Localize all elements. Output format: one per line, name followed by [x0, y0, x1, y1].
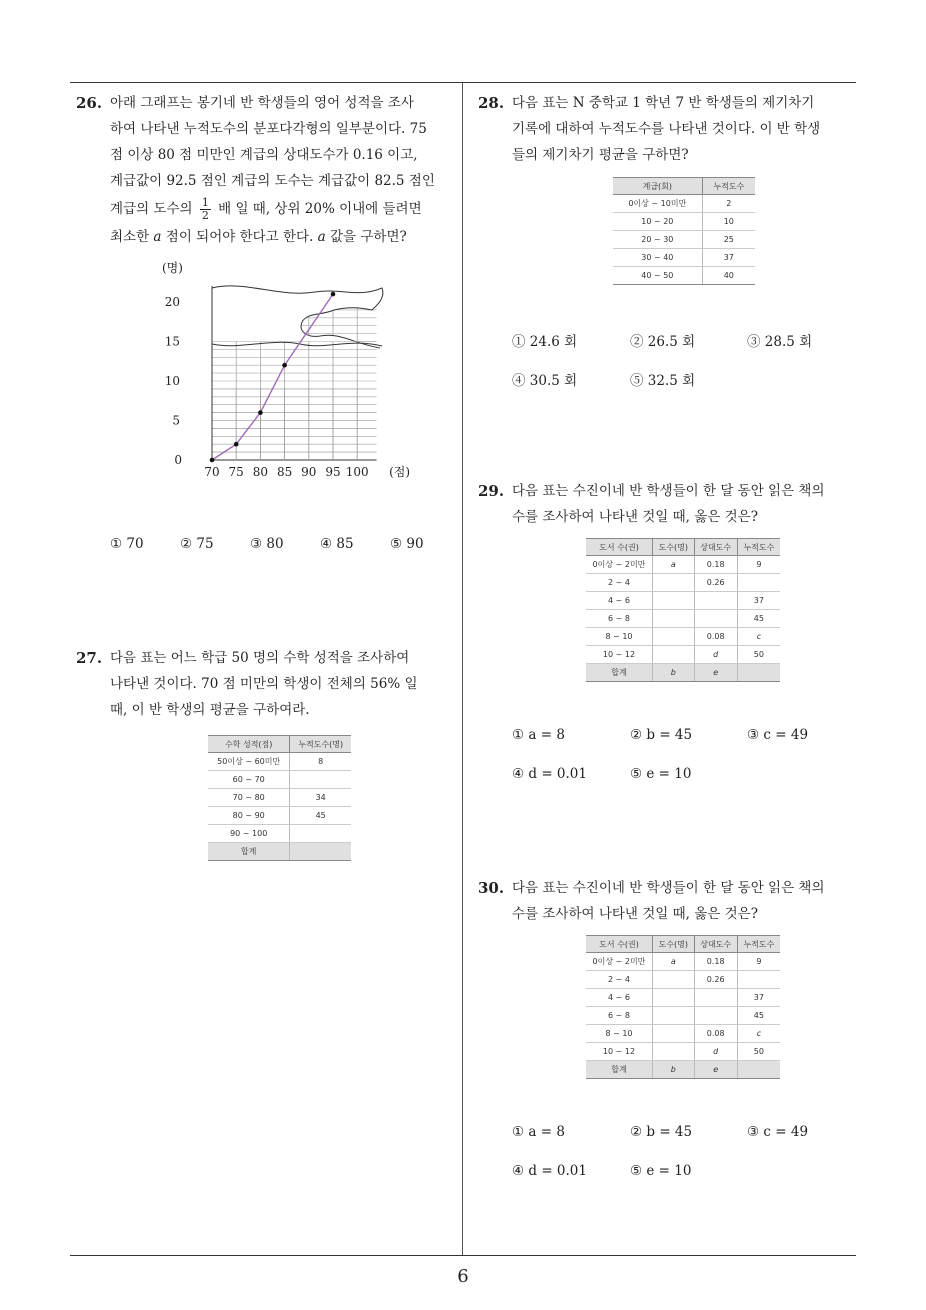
table-cell: [694, 592, 737, 610]
table-cell: d: [694, 646, 737, 664]
table-cell: [652, 1007, 694, 1025]
table-row: [613, 195, 755, 213]
table-cell: [652, 628, 694, 646]
question-text-line: 나타낸 것이다. 70 점 미만의 학생이 전체의 56% 일: [110, 676, 418, 692]
y-tick-label: 20: [164, 295, 180, 309]
table-header-cell: 상대도수: [694, 936, 737, 953]
table-cell: [652, 971, 694, 989]
table-header-cell: 누적도수: [737, 936, 780, 953]
table-cell: 0.26: [694, 971, 737, 989]
table-row: [586, 1007, 780, 1025]
fraction-denominator: 2: [201, 209, 209, 222]
table-cell: e: [694, 1061, 737, 1079]
table-cell: 45: [737, 1007, 780, 1025]
option-5[interactable]: ⑤ 32.5 회: [630, 373, 696, 389]
question-text-line: 수를 조사하여 나타낸 것일 때, 옳은 것은?: [512, 509, 758, 525]
x-tick-label: 85: [276, 465, 293, 479]
question-text-line: 다음 표는 수진이네 반 학생들이 한 달 동안 읽은 책의: [512, 880, 825, 896]
y-tick-label: 0: [174, 453, 182, 467]
table-cell: 4 ~ 6: [586, 592, 652, 610]
table-row: [586, 1061, 780, 1079]
data-point: [282, 363, 287, 368]
table-row: [613, 231, 755, 249]
table-cell: 37: [737, 592, 780, 610]
table-cell: 0.18: [694, 556, 737, 574]
table-cell: [694, 610, 737, 628]
question-text-line: 다음 표는 어느 학급 50 명의 수학 성적을 조사하여: [110, 650, 410, 666]
question-number: 29.: [478, 482, 505, 500]
table-cell: d: [694, 1043, 737, 1061]
option-1[interactable]: ① a = 8: [512, 727, 565, 743]
table-row: [613, 249, 755, 267]
table-cell: 50이상 ~ 60미만: [208, 753, 290, 771]
fraction: [200, 197, 211, 222]
table-cell: 0이상 ~ 10미만: [613, 195, 702, 213]
table-cell: 0이상 ~ 2미만: [586, 556, 652, 574]
table-cell: [737, 971, 780, 989]
table-cell: 6 ~ 8: [586, 1007, 652, 1025]
table-cell: [652, 989, 694, 1007]
table-cell: 2 ~ 4: [586, 574, 652, 592]
option-1[interactable]: ① 24.6 회: [512, 334, 578, 350]
question-28: [478, 90, 862, 168]
text-fragment: 값을 구하면?: [330, 229, 407, 245]
table-row: [613, 267, 755, 285]
variable: a: [317, 229, 326, 245]
question-number: 30.: [478, 879, 505, 897]
option-4[interactable]: ④ 30.5 회: [512, 373, 578, 389]
question-text-line: [110, 194, 460, 224]
data-point: [258, 410, 263, 415]
question-text-line: 수를 조사하여 나타낸 것일 때, 옳은 것은?: [512, 906, 758, 922]
table-cell: 9: [737, 953, 780, 971]
table-cell: 70 ~ 80: [208, 789, 290, 807]
x-axis-label: (점): [389, 465, 411, 479]
table-cell: 0이상 ~ 2미만: [586, 953, 652, 971]
table-cell: 50: [737, 1043, 780, 1061]
table-row: [586, 592, 780, 610]
table-cell: 합계: [208, 843, 290, 861]
table-cell: 0.08: [694, 1025, 737, 1043]
y-axis-label: (명): [162, 261, 183, 275]
data-point: [234, 442, 239, 447]
table-header-cell: 도수(명): [652, 539, 694, 556]
table-header-cell: 계급(회): [613, 178, 702, 195]
option-5[interactable]: ⑤ 90: [390, 536, 424, 552]
table-cell: [290, 843, 351, 861]
table-cell: 25: [702, 231, 755, 249]
table-cell: b: [652, 664, 694, 682]
table-cell: a: [652, 556, 694, 574]
option-2[interactable]: ② b = 45: [630, 727, 693, 743]
table-cell: [737, 664, 780, 682]
table-row: [586, 1025, 780, 1043]
question-text-line: 하여 나타낸 누적도수의 분포다각형의 일부분이다. 75: [110, 121, 427, 137]
text-fragment: 계급의 도수의: [110, 201, 193, 217]
table-row: [586, 664, 780, 682]
question-text-line: 아래 그래프는 봉기네 반 학생들의 영어 성적을 조사: [110, 95, 414, 111]
table-cell: [694, 989, 737, 1007]
table-row: [586, 556, 780, 574]
option-4[interactable]: ④ 85: [320, 536, 354, 552]
table-cell: 34: [290, 789, 351, 807]
table-cell: 50: [737, 646, 780, 664]
text-fragment: 점이 되어야 한다고 한다.: [165, 229, 314, 245]
x-tick-label: 80: [252, 465, 269, 479]
option-2[interactable]: ② b = 45: [630, 1124, 693, 1140]
table-cell: 합계: [586, 664, 652, 682]
bottom-rule: [70, 1255, 856, 1256]
question-number: 26.: [76, 94, 103, 112]
x-tick-label: 90: [301, 465, 317, 479]
table-cell: 8 ~ 10: [586, 1025, 652, 1043]
table-cell: e: [694, 664, 737, 682]
table-header-cell: 도서 수(권): [586, 936, 652, 953]
table-cell: c: [737, 628, 780, 646]
table-cell: 0.18: [694, 953, 737, 971]
data-point: [210, 458, 215, 463]
option-4[interactable]: ④ d = 0.01: [512, 766, 587, 782]
table-cell: [652, 1025, 694, 1043]
table-cell: 2: [702, 195, 755, 213]
table-cell: 6 ~ 8: [586, 610, 652, 628]
option-3[interactable]: ③ 28.5 회: [747, 334, 813, 350]
table-row: [586, 953, 780, 971]
table-header-cell: 상대도수: [694, 539, 737, 556]
table-header-cell: 수학 성적(점): [208, 736, 290, 753]
table-cell: 45: [290, 807, 351, 825]
table-cell: 40: [702, 267, 755, 285]
table-cell: 0.08: [694, 628, 737, 646]
q28-table: [613, 177, 755, 285]
table-cell: 37: [737, 989, 780, 1007]
table-row: [208, 807, 351, 825]
table-cell: [652, 592, 694, 610]
table-cell: 37: [702, 249, 755, 267]
option-1[interactable]: ① a = 8: [512, 1124, 565, 1140]
question-27: [76, 645, 460, 723]
table-row: [208, 825, 351, 843]
table-cell: [694, 1007, 737, 1025]
question-text-line: 기록에 대하여 누적도수를 나타낸 것이다. 이 반 학생: [512, 121, 821, 137]
question-text-line: [110, 224, 460, 250]
table-cell: 40 ~ 50: [613, 267, 702, 285]
table-cell: [652, 646, 694, 664]
table-row: [208, 789, 351, 807]
table-cell: 8 ~ 10: [586, 628, 652, 646]
table-cell: 10 ~ 20: [613, 213, 702, 231]
question-text-line: 때, 이 반 학생의 평균을 구하여라.: [110, 702, 310, 718]
y-tick-label: 5: [172, 413, 180, 428]
option-3[interactable]: ③ c = 49: [747, 1124, 809, 1140]
question-30: [478, 875, 862, 927]
table-row: [586, 574, 780, 592]
table-cell: [737, 1061, 780, 1079]
table-cell: 10: [702, 213, 755, 231]
table-cell: [652, 1043, 694, 1061]
option-5[interactable]: ⑤ e = 10: [630, 1163, 692, 1179]
table-header-cell: 누적도수: [702, 178, 755, 195]
fraction-numerator: 1: [201, 196, 209, 209]
table-cell: 30 ~ 40: [613, 249, 702, 267]
table-cell: c: [737, 1025, 780, 1043]
option-5[interactable]: ⑤ e = 10: [630, 766, 692, 782]
question-text-line: 들의 제기차기 평균을 구하면?: [512, 147, 689, 163]
question-text-line: 다음 표는 N 중학교 1 학년 7 반 학생들의 제기차기: [512, 95, 815, 111]
table-header-cell: 도서 수(권): [586, 539, 652, 556]
table-row: [586, 971, 780, 989]
text-fragment: 배 일 때, 상위 20% 이내에 들려면: [218, 201, 422, 217]
option-4[interactable]: ④ d = 0.01: [512, 1163, 587, 1179]
question-number: 27.: [76, 649, 103, 667]
page-number: 6: [457, 1266, 469, 1287]
question-29: [478, 478, 862, 530]
x-tick-label: 100: [345, 465, 369, 479]
question-26: [76, 90, 460, 250]
table-cell: 20 ~ 30: [613, 231, 702, 249]
option-1[interactable]: ① 70: [110, 536, 144, 552]
table-cell: [652, 610, 694, 628]
option-2[interactable]: ② 26.5 회: [630, 334, 696, 350]
table-header-cell: 도수(명): [652, 936, 694, 953]
table-cell: [737, 574, 780, 592]
table-cell: 4 ~ 6: [586, 989, 652, 1007]
table-header-cell: 누적도수: [737, 539, 780, 556]
table-row: [586, 646, 780, 664]
table-cell: [290, 825, 351, 843]
table-row: [586, 989, 780, 1007]
table-header-cell: 누적도수(명): [290, 736, 351, 753]
question-text-line: 점 이상 80 점 미만인 계급의 상대도수가 0.16 이고,: [110, 147, 418, 163]
table-cell: 0.26: [694, 574, 737, 592]
table-row: [586, 1043, 780, 1061]
question-number: 28.: [478, 94, 505, 112]
table-cell: 80 ~ 90: [208, 807, 290, 825]
table-row: [586, 628, 780, 646]
data-point: [331, 292, 336, 297]
q30-table: [586, 935, 780, 1079]
table-cell: 90 ~ 100: [208, 825, 290, 843]
table-row: [208, 843, 351, 861]
table-cell: 10 ~ 12: [586, 1043, 652, 1061]
table-row: [208, 753, 351, 771]
x-tick-label: 70: [204, 465, 220, 479]
table-cell: 8: [290, 753, 351, 771]
x-tick-label: 95: [325, 465, 341, 479]
table-cell: 합계: [586, 1061, 652, 1079]
table-cell: [290, 771, 351, 789]
table-cell: 45: [737, 610, 780, 628]
text-fragment: 최소한: [110, 229, 150, 245]
table-cell: a: [652, 953, 694, 971]
table-cell: 60 ~ 70: [208, 771, 290, 789]
cumulative-frequency-chart: [150, 258, 420, 483]
table-cell: [652, 574, 694, 592]
column-divider: [462, 83, 463, 1255]
table-cell: 10 ~ 12: [586, 646, 652, 664]
top-rule: [70, 82, 856, 83]
variable: a: [153, 229, 162, 245]
option-2[interactable]: ② 75: [180, 536, 214, 552]
table-cell: b: [652, 1061, 694, 1079]
question-text-line: 다음 표는 수진이네 반 학생들이 한 달 동안 읽은 책의: [512, 483, 825, 499]
table-cell: 2 ~ 4: [586, 971, 652, 989]
y-tick-label: 15: [164, 334, 180, 349]
q27-table: [208, 735, 351, 861]
table-row: [586, 610, 780, 628]
question-text-line: 계급값이 92.5 점인 계급의 도수는 계급값이 82.5 점인: [110, 173, 435, 189]
table-row: [613, 213, 755, 231]
x-tick-label: 75: [228, 465, 244, 479]
q29-table: [586, 538, 780, 682]
table-row: [208, 771, 351, 789]
y-tick-label: 10: [164, 374, 180, 388]
table-cell: 9: [737, 556, 780, 574]
option-3[interactable]: ③ 80: [250, 536, 284, 552]
option-3[interactable]: ③ c = 49: [747, 727, 809, 743]
